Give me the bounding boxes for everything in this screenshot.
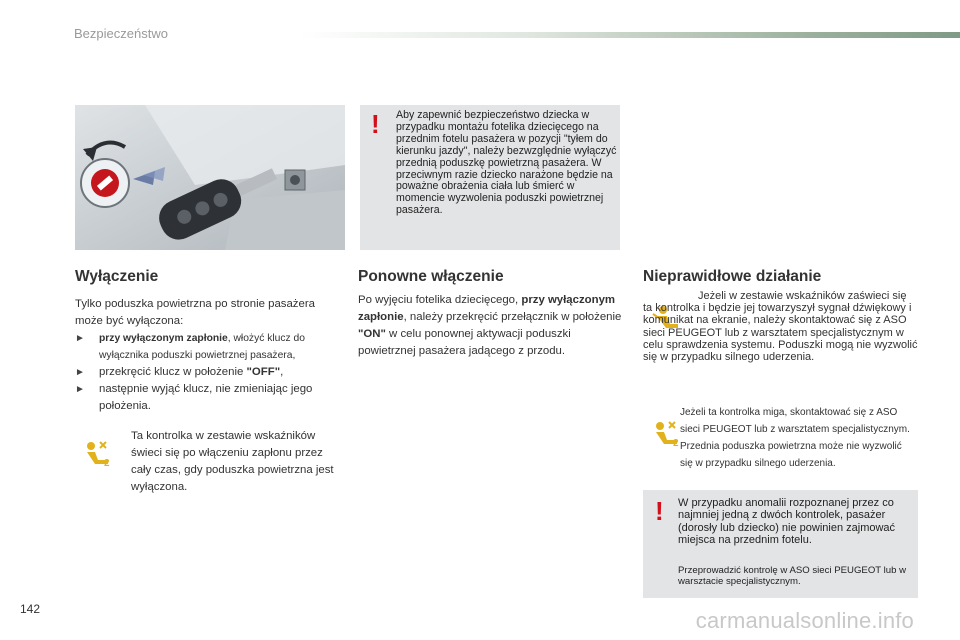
anomaly-warning-box — [643, 490, 918, 598]
bullet-marker: ► — [75, 367, 85, 378]
step-insert-key: ► przy wyłączonym zapłonie, włożyć klucz do wyłącznika poduszki powietrznej pasażera, — [75, 330, 345, 364]
anomaly-warning-text: W przypadku anomalii rozpoznanej przez co najmniej jedną z dwóch kontrolek, pasażer (dorosły lub dziecko) nie powinien zajmować miejsca na przednim fotelu. — [678, 497, 896, 546]
deactivation-heading: Wyłączenie — [75, 268, 159, 285]
airbag-off-lamp-flashing-icon — [653, 420, 683, 448]
page-number: 142 — [20, 602, 41, 616]
flashing-lamp-note — [643, 398, 918, 490]
anomaly-check-text: Przeprowadzić kontrolę w ASO sieci PEUGEOT lub w warsztacie specjalistycznym. — [678, 565, 907, 588]
flashing-lamp-text: Jeżeli ta kontrolka miga, skontaktować się z ASO sieci PEUGEOT lub z warsztatem specjalistycznym. Przednia poduszka powietrzna może nie wyzwolić się w przypadku silnego uderzenia. — [680, 407, 910, 469]
header-divider — [300, 32, 960, 38]
watermark: carmanualsonline.info — [695, 608, 914, 633]
exclamation-icon: ! — [371, 109, 380, 139]
deactivation-intro: Tylko poduszka powietrzna po stronie pasażera może być wyłączona: — [75, 298, 315, 327]
deactivation-steps — [75, 330, 345, 415]
malfunction-heading: Nieprawidłowe działanie — [643, 268, 822, 285]
svg-text:2: 2 — [673, 438, 679, 448]
svg-text:2: 2 — [104, 458, 110, 468]
child-seat-warning-box — [360, 105, 620, 250]
reactivation-text: Po wyjęciu fotelika dziecięcego, przy wyłączonym zapłonie, należy przekręcić przełącznik w położenie "ON" w celu ponownej aktywacji poduszki powietrznej pasażera jadącego z przodu. — [358, 294, 622, 357]
bullet-marker: ► — [75, 333, 85, 344]
exclamation-icon: ! — [655, 496, 664, 526]
section-title: Bezpieczeństwo — [74, 26, 168, 41]
glovebox-key-drawing — [75, 105, 345, 250]
child-seat-warning-text: Aby zapewnić bezpieczeństwo dziecka w przypadku montażu fotelika dziecięcego na przednim fotelu pasażera w pozycji "tyłem do kierunku jazdy", należy bezwzględnie wyłączyć przednią poduszkę powietrzną pasażera. W przeciwnym razie dziecko narażone będzie na poważne obrażenia ciała lub śmierć w momencie wyzwolenia poduszki powietrznej pasażera. — [396, 109, 617, 217]
airbag-off-lamp-icon — [84, 440, 114, 468]
off-lamp-description: Ta kontrolka w zestawie wskaźników świeci się po włączeniu zapłonu przez cały czas, gdy poduszka powietrzna jest wyłączona. — [131, 430, 334, 493]
step-remove-key: ► następnie wyjąć klucz, nie zmieniając jego położenia. — [75, 383, 313, 412]
airbag-switch-illustration — [75, 105, 345, 250]
reactivation-heading: Ponowne włączenie — [358, 268, 504, 285]
bullet-marker: ► — [75, 384, 85, 395]
malfunction-text: Jeżeli w zestawie wskaźników zaświeci się ta kontrolka i będzie jej towarzyszył sygnał dźwiękowy i komunikat na ekranie, należy skontaktować się z ASO sieci PEUGEOT lub z warsztatem specjalistycznym w celu sprawdzenia systemu. Poduszki mogą nie wyzwolić się w przypadku silnego uderzenia. — [643, 290, 918, 364]
step-turn-off: ► przekręcić klucz w położenie "OFF", — [75, 364, 345, 381]
